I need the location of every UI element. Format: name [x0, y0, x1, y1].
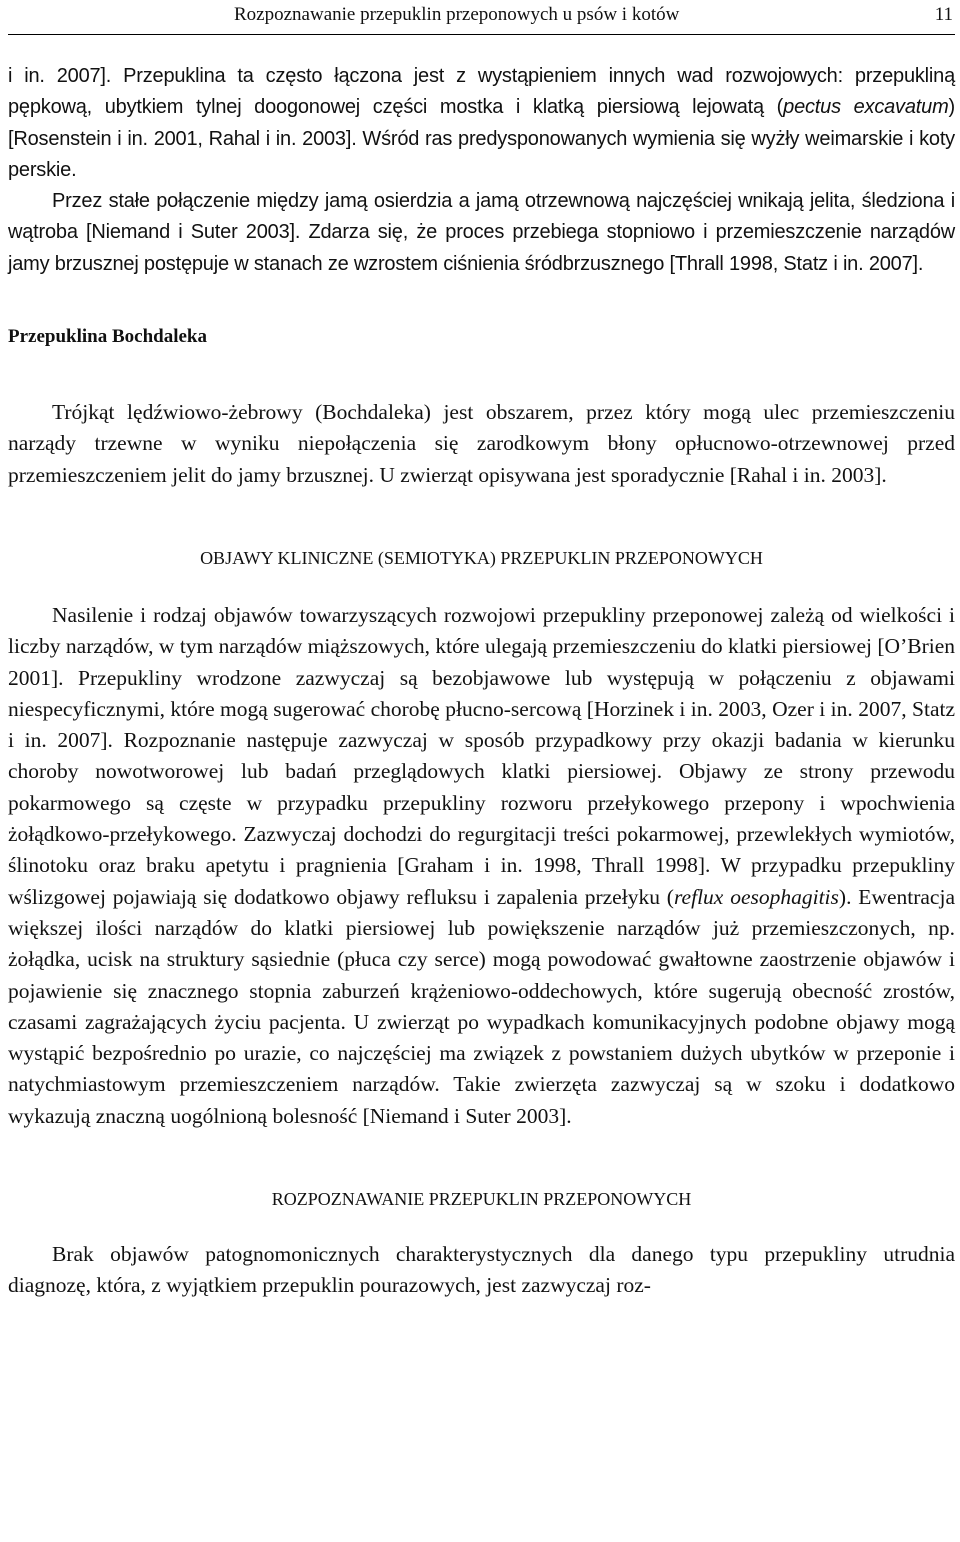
paragraph-text: ) [Rosenstein i in. 2001, Rahal i in. 2003]. Wśród ras predysponowanych wymienia się wyżły weimarskie i koty perskie.	[8, 96, 955, 181]
paragraph-text: ). Ewentracja większej ilości narządów do klatki piersiowej lub powiększenie narządów już przemieszczonych, np. żołądka, ucisk na struktury sąsiednie (płuca czy serce) mogą powodować gwałtowne zaostrzenie objawów i pojawienie się znacznego stopnia zaburzeń krążeniowo-oddechowych, które sugerują obecność zrostów, czasami zagrażających życiu pacjenta. U zwierząt po wypadkach komunikacyjnych podobne objawy mogą wystąpić bezpośrednio po urazie, co najczęściej ma związek z powstaniem dużych ubytków w przeponie i natychmiastowym przemieszczeniem narządów. Takie zwierzęta zazwyczaj są w szoku i dodatkowo wykazują znaczną uogólnioną bolesność [Niemand i Suter 2003].	[8, 884, 955, 1128]
page-number: 11	[934, 4, 953, 25]
chapter-heading-objawy: OBJAWY KLINICZNE (SEMIOTYKA) PRZEPUKLIN PRZEPONOWYCH	[200, 547, 763, 568]
paragraph-organs: Przez stałe połączenie między jamą osierdzia a jamą otrzewnową najczęściej wnikają jelita, śledziona i wątroba [Niemand i Suter 2003]. Zdarza się, że proces przebiega stopniowo i przemieszczenie narządów jamy brzusznej postępuje w stanach ze wzrostem ciśnienia śródbrzusznego [Thrall 1998, Statz i in. 2007].	[8, 190, 955, 275]
italic-term: pectus excavatum	[783, 96, 949, 119]
italic-term: reflux oesophagitis	[673, 884, 839, 909]
paragraph-text: Nasilenie i rodzaj objawów towarzyszących rozwojowi przepukliny przeponowej zależą od wielkości i liczby narządów, w tym narządów miąższowych, które ulegają przemieszczeniu do klatki piersiowej [O’Brien 2001]. Przepukliny wrodzone zazwyczaj są bezobjawowe lub występują w połączeniu z objawami niespecyficznymi, które mogą sugerować chorobę płucno-sercową [Horzinek i in. 2003, Ozer i in. 2007, Statz i in. 2007]. Rozpoznanie następuje zazwyczaj w sposób przypadkowy przy okazji badania w kierunku choroby nowotworowej lub badań przeglądowych klatki piersiowej. Objawy ze strony przewodu pokarmowego są częste w przypadku przepukliny rozworu przełykowego przepony i wpochwienia żołądkowo-przełykowego. Zazwyczaj dochodzi do regurgitacji treści pokarmowej, przewlekłych wymiotów, ślinotoku oraz braku apetytu i pragnienia [Graham i in. 1998, Thrall 1998]. W przypadku przepukliny wślizgowej pojawiają się dodatkowo objawy refluksu i zapalenia przełyku (	[8, 602, 955, 909]
paragraph-rozpoznawanie: Brak objawów patognomonicznych charakterystycznych dla danego typu przepukliny utrudnia diagnozę, która, z wyjątkiem przepuklin pourazowych, jest zazwyczaj roz-	[8, 1242, 955, 1298]
chapter-heading-rozpoznawanie: ROZPOZNAWANIE PRZEPUKLIN PRZEPONOWYCH	[271, 1189, 692, 1210]
section-heading-bochdalek: Przepuklina Bochdaleka	[8, 326, 207, 348]
paragraph-continuation	[8, 61, 955, 186]
running-title: Rozpoznawanie przepuklin przeponowych u psów i kotów	[234, 4, 680, 25]
running-header	[8, 0, 955, 35]
paragraph-objawy	[8, 600, 955, 1132]
paragraph-bochdalek: Trójkąt lędźwiowo-żebrowy (Bochdaleka) jest obszarem, przez który mogą ulec przemieszczeniu narządy trzewne w wyniku niepołączenia się zarodkowym błony opłucnowo-otrzewnowej przed przemieszczeniem jelit do jamy brzusznej. U zwierząt opisywana jest sporadycznie [Rahal i in. 2003].	[8, 400, 955, 487]
paragraph-text: i in. 2007]. Przepuklina ta często łączona jest z wystąpieniem innych wad rozwojowych: przepukliną pępkową, ubytkiem tylnej doogonowej części mostka i klatką piersiową lejowatą (	[8, 65, 955, 119]
document-page	[8, 0, 955, 1302]
